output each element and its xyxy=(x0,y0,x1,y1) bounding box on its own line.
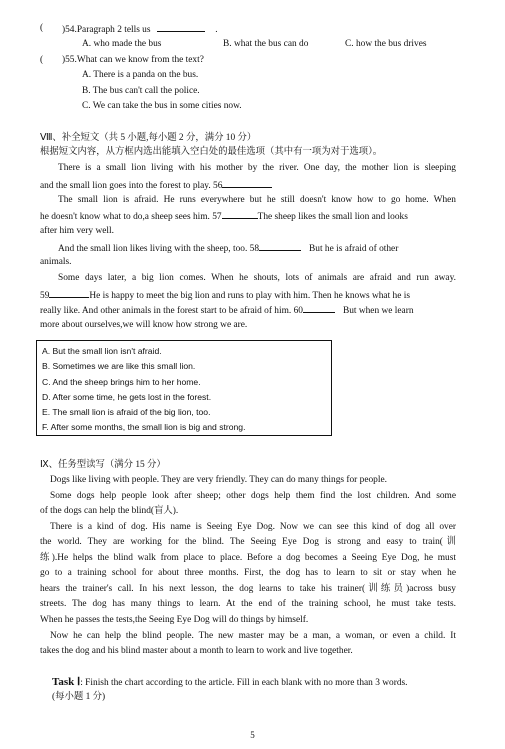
q54-end: . xyxy=(215,25,218,35)
s8-p4-line3 xyxy=(40,303,414,317)
q55-option-a[interactable]: A. There is a panda on the bus. xyxy=(82,70,199,80)
q55-stem: )55.What can we know from the text? xyxy=(62,55,204,65)
q55-option-c[interactable]: C. We can take the bus in some cities now. xyxy=(82,101,242,111)
s8-p3-line1a: And the small lion likes living with the sheep, too. 58 xyxy=(58,244,260,254)
s9-p3-line4: go to a training school for about three months. First, the dog has to learn to sit or stay when he xyxy=(40,568,456,578)
s9-p3-line7: When he passes the tests,the Seeing Eye Dog will do things by himself. xyxy=(40,615,309,625)
s8-p1-line1: There is a small lion living with his mother by the river. One day, the mother lion is sleeping xyxy=(58,163,456,173)
s9-p3-line3: 练).He helps the blind walk from place to place. Before a dog becomes a Seeing Eye Dog, he must xyxy=(40,553,456,563)
s8-p1-line2 xyxy=(40,178,272,192)
s8-p4-line4: more about ourselves,we will know how strong we are. xyxy=(40,320,248,330)
s8-p3-line1b: But he is afraid of other xyxy=(309,244,399,254)
s8-p1-line2-text: and the small lion goes into the forest to play. 56 xyxy=(40,181,223,191)
s8-p3-line1 xyxy=(58,241,398,255)
s8-p4-line3b: But when we learn xyxy=(342,306,414,316)
s9-p1: Dogs like living with people. They are very friendly. They can do many things for people. xyxy=(50,475,387,485)
s8-p2-line3: after him very well. xyxy=(40,226,114,236)
option-c[interactable]: C. And the sheep brings him to her home. xyxy=(42,377,201,387)
task1-text: : Finish the chart according to the article. Fill in each blank with no more than 3 words. xyxy=(80,678,408,688)
q54-blank[interactable] xyxy=(157,22,205,32)
q55-paren: ( xyxy=(40,55,44,65)
task1-label: Task Ⅰ xyxy=(52,676,81,688)
blank-57[interactable] xyxy=(222,209,258,219)
s9-p3-line1: There is a kind of dog. His name is Seeing Eye Dog. Now we can see this kind of dog all over xyxy=(50,522,456,532)
s9-p2-line1: Some dogs help people look after sheep; other dogs help them find the lost children. And some xyxy=(50,491,456,501)
q54-stem xyxy=(62,22,218,36)
s9-p3-line6: streets. The dog has many things to learn. At the end of the training school, he must take tests. xyxy=(40,599,456,609)
options-box xyxy=(36,340,332,436)
s8-p4-line1: Some days later, a big lion comes. When he shouts, lots of animals are afraid and run away. xyxy=(58,273,456,283)
blank-58[interactable] xyxy=(259,241,301,251)
blank-60[interactable] xyxy=(303,303,335,313)
s8-p4-line3a: really like. And other animals in the forest start to be afraid of him. 60 xyxy=(40,306,303,316)
section8-instruction: 根据短文内容，从方框内选出能填入空白处的最佳选项（其中有一项为对于选项）。 xyxy=(40,147,383,157)
s8-p2-line1: The small lion is afraid. He runs everywhere but he still doesn't know how to go home. When xyxy=(58,195,456,205)
section8-heading: Ⅷ、补全短文（共 5 小题,每小题 2 分，满分 10 分） xyxy=(40,133,257,143)
s8-p2-line2b: The sheep likes the small lion and looks xyxy=(257,212,408,222)
q54-stem-text: )54.Paragraph 2 tells us xyxy=(62,25,151,35)
task1-score: (每小题 1 分) xyxy=(52,692,106,702)
page-number: 5 xyxy=(250,730,255,740)
s9-p4-line2: takes the dog and his blind master about a month to learn to work and live together. xyxy=(40,646,353,656)
q54-paren: ( xyxy=(40,23,44,33)
option-f[interactable]: F. After some months, the small lion is big and strong. xyxy=(42,422,246,432)
s9-p4-line1: Now he can help the blind people. The new master may be a man, a woman, or even a child. It xyxy=(50,631,456,641)
option-b[interactable]: B. Sometimes we are like this small lion. xyxy=(42,361,196,371)
blank-56[interactable] xyxy=(222,178,272,188)
task1-instruction xyxy=(52,676,408,689)
s9-p3-line5: hears the trainer's call. In his next lesson, the dog learns to take his trainer(训练员)across busy xyxy=(40,584,456,594)
s9-p2-line2: of the dogs can help the blind(盲人). xyxy=(40,506,179,516)
s8-p2-line2 xyxy=(40,209,408,223)
section9-heading: Ⅸ、任务型读写（满分 15 分） xyxy=(40,460,166,470)
option-a[interactable]: A. But the small lion isn't afraid. xyxy=(42,346,162,356)
s8-p4-line2b: He is happy to meet the big lion and runs to play with him. Then he knows what he is xyxy=(89,291,410,301)
s8-p4-line2 xyxy=(40,288,410,302)
q55-option-b[interactable]: B. The bus can't call the police. xyxy=(82,86,200,96)
s8-p4-line2a: 59 xyxy=(40,291,50,301)
q54-option-b[interactable]: B. what the bus can do xyxy=(223,39,309,49)
s9-p3-line2: the world. They are working for the blind. The Seeing Eye Dog is strong and easy to train(训 xyxy=(40,537,456,547)
q54-option-c[interactable]: C. how the bus drives xyxy=(345,39,427,49)
s8-p2-line2a: he doesn't know what to do,a sheep sees him. 57 xyxy=(40,212,222,222)
s8-p3-line2: animals. xyxy=(40,257,72,267)
option-d[interactable]: D. After some time, he gets lost in the forest. xyxy=(42,392,212,402)
q54-option-a[interactable]: A. who made the bus xyxy=(82,39,162,49)
option-e[interactable]: E. The small lion is afraid of the big lion, too. xyxy=(42,407,211,417)
blank-59[interactable] xyxy=(49,288,89,298)
